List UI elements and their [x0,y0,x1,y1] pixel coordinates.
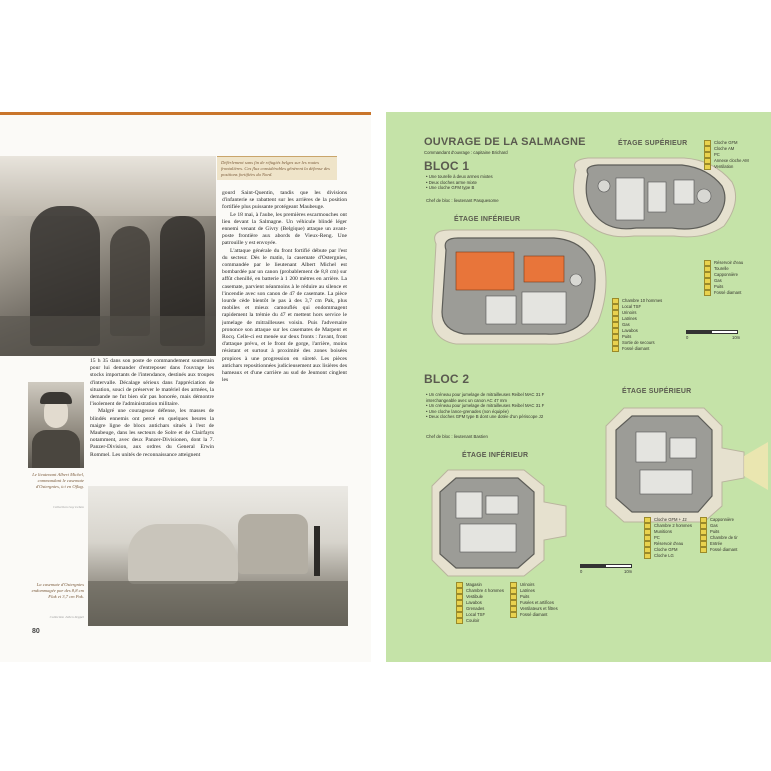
legend-label: Couloir [466,618,480,624]
bloc1-upper-label: ÉTAGE SUPÉRIEUR [618,140,688,147]
paragraph: Le 18 mai, à l'aube, les premières escarmouches ont lieu devant la Salmagne. Un véhicule blindé léger ennemi venant de Givry (Belgique) attaque un avant-poste frontière aux abords de Vieux-Reng. Une patrouille y est envoyée. [222,211,347,247]
caption-refugees: Défèrlement sans fin de réfugiés belges sur les routes frontalières. Ces flux considérables gênèrent la défense des positions fortifiées du Nord. [221,160,330,177]
page-title: OUVRAGE DE LA SALMAGNE [424,136,586,148]
legend-label: Capponnière [714,272,738,278]
legend-label: PC [714,152,720,158]
legend-label: Fossé diamant [710,547,738,553]
bloc2-lower-plan [426,462,576,582]
legend-label: Entrée [710,541,723,547]
legend-label: Chambre de tir [710,535,738,541]
bloc2-legend-bottom-b [510,582,558,618]
legend-label: Grenades [466,606,485,612]
bloc2-lower-label: ÉTAGE INFÉRIEUR [462,452,529,459]
legend-label: Fusées et artifices [520,600,554,606]
legend-row [704,290,743,296]
left-page [0,112,371,662]
bloc2-legend-bottom-a [456,582,504,624]
caption-portrait: Le lieutenant Albert Michel, commandant le casemate d'Ostergnies, ici en Oflag. [32,472,84,489]
bullet-item: • Un créneau pour jumelage de mitrailleuses Reibel MAC 31 F interchangeable avec un canon AC 47 mm [426,392,566,403]
bloc1-lower-label: ÉTAGE INFÉRIEUR [454,216,521,223]
legend-label: Lavabos [622,328,638,334]
bullet-item: • Deux cloches GFM type B dont une dotée d'un périscope J2 [426,414,566,420]
bloc1-legend-right [704,260,743,296]
legend-label: Chambre 2 hommes [654,523,692,529]
legend-label: Chambre 10 hommes [622,298,663,304]
bloc1-lower-plan [426,226,610,350]
bullet-item: • Un créneau pour jumelage de mitrailleuses Reibel MAC 31 F [426,403,566,409]
legend-label: Urinoirs [622,310,637,316]
legend-label: Cloche AM [714,146,735,152]
legend-label: Latrines [622,316,637,322]
legend-label: Magasin [466,582,482,588]
legend-label: Cloche LG [654,553,674,559]
accent-line [0,112,371,115]
caption-portrait-credit: Collection Guy Lebon [53,505,84,509]
legend-label: Fossé diamant [714,290,742,296]
casemate-photo [88,486,348,626]
scale-start: 0 [686,335,689,340]
legend-label: Gas [622,322,630,328]
legend-label: Puits [520,594,530,600]
legend-label: Annexe cloche AM [714,158,749,164]
bloc2-upper-plan [594,398,768,529]
legend-label: Fossé diamant [520,612,548,618]
caption-casemate-credit: Collection Julien Zeppel [49,615,84,619]
paragraph: L'attaque générale du front fortifié débute par l'est du secteur. Dès le matin, la casemate d'Ostergnies, commandée par le lieutenant Albert Michel est bombardée par un canon (probablement de 8,8 cm) sur affût chenillé, en batterie à 1 200 mètres en arrière. La casemate, parvient néanmoins à le réduire au silence et l'incendie avec son canon de 47 de casemate. La pièce lourde cède bientôt le pas à des 3,7 cm Pak, plus mobiles et mieux camouflés qui endommagent rapidement la trémie du 47 et mettent hors service le jumelage de mitrailleuses voisin. Puis l'adversaire prononce son attaque sur les casemates de Marpent et Rocq. Celle-ci est menée sur deux fronts : l'avant, front d'attaque prévu, et le front de gorge, l'arrière, moins résistant et surtout à proximité des zones boisées propices à une progression en sûreté. Les pièces antichars repositionnées judicieusement aux lisières des hameaux et d'une carrière au sud de Jeumont cinglent les [222,247,347,384]
legend-row [704,164,749,170]
page-number: 80 [32,628,40,635]
bloc2-chef [426,434,488,440]
legend-label: Sortie de secours [622,340,655,346]
bloc2-chef-text: Chef de bloc : lieutenant Bastien [426,434,488,439]
right-page [386,112,771,662]
legend-label: Puits [710,529,720,535]
legend-label: Local TSF [622,304,642,310]
legend-label: Local TSF [466,612,486,618]
bullet-item: • Deux cloches arme mixte [426,180,546,186]
legend-label: Munitions [654,529,672,535]
bullet-item: • Une cloche lance-grenades (non équipée) [426,409,566,415]
paragraph: gourd Saint-Quentin, tandis que les divisions d'infanterie se rabattent sur les arrières de la position fortifiée plus puissante protégeant Maubeuge. [222,190,347,211]
bloc2-upper-label: ÉTAGE SUPÉRIEUR [622,388,692,395]
paragraph: Malgré une courageuse défense, les masses de blindés ennemis ont percé en quelques heures la maigre ligne de blocs antichars situés à l'est de Maubeuge, dans les secteurs de Solre et de Clairfayts notamment, avec deux Panzer-Divisionen, dont la 7. Panzer-Division, aux ordres du General Erwin Rommel. Les unités de reconnaissance atteignent [90,408,214,458]
legend-label: Cloche GFM + J2 [654,517,687,523]
legend-label: Puits [622,334,632,340]
legend-label: Tourelle [714,266,729,272]
caption-casemate: La casemate d'Ostergnies endommagée par des 8,8 cm Flak et 3,7 cm Pak. [31,582,84,599]
legend-label: Chambre 4 hommes [466,588,504,594]
legend-row [700,547,738,553]
scale-end: 10m [624,569,633,574]
legend-label: Réservoir d'eau [654,541,684,547]
bloc1-legend-bottom [612,298,662,352]
legend-label: Ventilateurs et filtres [520,606,558,612]
bloc1-chef-text: Chef de bloc : lieutenant Pasquesome [426,198,499,203]
bloc2-legend-mid-b [700,517,738,553]
legend-label: Cloche GFM [654,547,678,553]
bloc2-heading: BLOC 2 [424,372,470,386]
legend-label: Lavabos [466,600,482,606]
bloc1-bullets [426,174,546,191]
legend-row [644,553,692,559]
legend-label: Latrines [520,588,535,594]
bloc2-legend-mid-a [644,517,692,559]
legend-label: Fossé diamant [622,346,650,352]
legend-label: Gas [714,278,722,284]
legend-label: Vestibule [466,594,483,600]
legend-label: PC [654,535,660,541]
legend-label: Urinoirs [520,582,535,588]
paragraph: 15 h 35 dans son poste de commandement souterrain pour lui demander d'entreposer dans l'ouvrage les stocks importants de l'intendance, destinés aux troupes d'intervalle. Décalage sérieux dans l'appréciation de situation, souci de préserver le matériel des armées, la demande ne fut bien sûr pas honorée, mais démontre l'isolement de l'administration militaire. [90,358,214,408]
bloc2-bullets [426,392,566,420]
bloc1-scale [686,325,746,340]
legend-label: Cloche GFM [714,140,738,146]
text-column-right [222,190,347,516]
legend-label: Capponnière [710,517,734,523]
scale-end: 10m [732,335,741,340]
legend-row [612,346,662,352]
portrait-photo [28,382,84,468]
caption-top-box [217,156,337,180]
bloc1-heading: BLOC 1 [424,159,470,173]
legend-label: Ventilation [714,164,734,170]
legend-row [510,612,558,618]
refugees-photo [0,156,216,356]
legend-label: Gas [710,523,718,529]
bullet-item: • Une cloche GFM type B [426,185,546,191]
legend-label: Réservoir d'eau [714,260,744,266]
scale-start: 0 [580,569,583,574]
bloc2-scale [580,559,640,574]
legend-row [456,618,504,624]
bloc1-chef [426,198,499,204]
bloc1-legend-top [704,140,749,170]
bullet-item: • Une tourelle à deux armes mixtes [426,174,546,180]
legend-label: Puits [714,284,724,290]
commander-line: Commandant d'ouvrage : capitaine Brichard [424,150,508,155]
